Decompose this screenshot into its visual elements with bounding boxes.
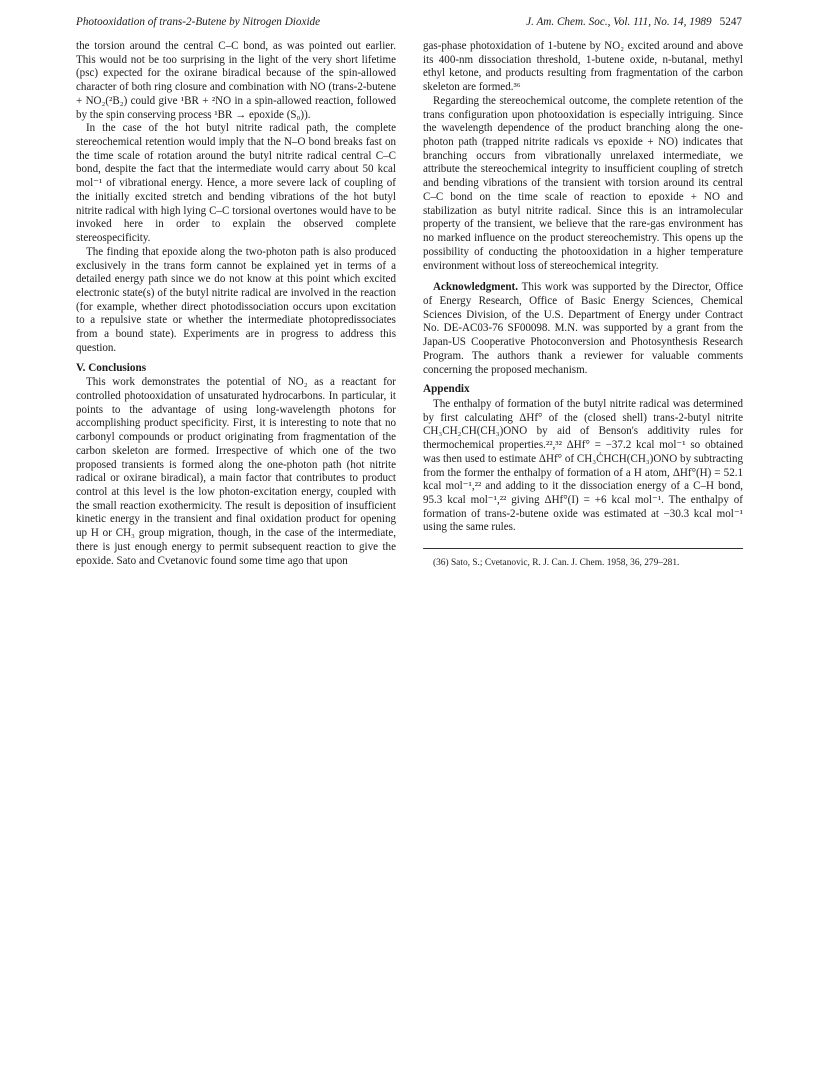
acknowledgment-text: This work was supported by the Director, Office of Energy Research, Office of Basic Energy Sciences, Chemical Sciences Division, of the U.S. Department of Energy under Contract No. DE-AC03-76 SF00098. M.N. was supported by a grant from the Japan-US Cooperative Photoconversion and Photosynthesis Research Program. The authors thank a reviewer for valuable comments concerning the proposed mechanism. [423, 281, 743, 376]
paragraph-two-photon: The finding that epoxide along the two-photon path is also produced exclusively in the trans form cannot be explained yet in terms of a detailed energy path since we do not know at this point which excited electronic state(s) of the butyl nitrite radical are involved in the reaction (for example, whether direct photodissociation occurs upon excitation to a repulsive state or whether the intermediate photopredissociates from a bound state). Experiments are in progress to address this question. [76, 245, 396, 354]
paragraph-torsion: the torsion around the central C–C bond, as was pointed out earlier. This would not be too surprising in the light of the very short lifetime (psc) expected for the oxirane biradical because of the spin-allowed character of both ring closure and combination with NO (trans-2-butene + NO₂(²B₂) could give ¹BR + ²NO in a spin-allowed reaction, followed by the spin conserving process ¹BR → epoxide (S₀)). [76, 40, 396, 121]
paragraph-appendix: The enthalpy of formation of the butyl nitrite radical was determined by first calculating ΔHf° of the (closed shell) trans-2-butyl nitrite CH₃CH₂CH(CH₃)ONO by aid of Benson's additivity rules for thermochemical properties.²²,³² ΔHf° = −37.2 kcal mol⁻¹ so obtained was then used to estimate ΔHf° of CH₃ĊHCH(CH₃)ONO by subtracting from the former the enthalpy of formation of a H atom, ΔHf°(H) = 52.1 kcal mol⁻¹,²² and adding to it the dissociation energy of a C–H bond, 95.3 kcal mol⁻¹,²² giving ΔHf°(I) = +6 kcal mol⁻¹. The enthalpy of formation of trans-2-butene oxide was estimated at −30.3 kcal mol⁻¹ using the same rules. [423, 397, 743, 534]
acknowledgment [423, 281, 743, 377]
journal-citation [526, 13, 742, 31]
footnote-divider [423, 548, 743, 549]
section-title-conclusions: V. Conclusions [76, 361, 147, 374]
left-column [76, 40, 396, 568]
running-head [76, 13, 742, 31]
paragraph-conclusions: This work demonstrates the potential of NO₂ as a reactant for controlled photooxidation of unsaturated hydrocarbons. In particular, it points to the advantage of using long-wavelength photons for accomplishing product specificity. First, it is interesting to note that no carbonyl compounds or product originating from fragmentation of the carbon skeleton are formed. Irrespective of which one of the two proposed transients is formed along the one-photon path (hot nitrite radical or oxirane biradical), a main factor that contributes to product control at this level is the low photon-excitation energy, coupled with the small reaction exothermicity. The result is deposition of insufficient kinetic energy in the transient and final oxidation product for opening up H or CH₃ group migration, though, in the case of the intermediate, there is just enough energy to permit subsequent reaction to give the epoxide. Sato and Cvetanovic found some time ago that upon [76, 376, 396, 567]
right-column [423, 40, 743, 569]
journal-name: J. Am. Chem. Soc., Vol. 111, No. 14, 1989 [526, 16, 712, 28]
page-number: 5247 [719, 16, 742, 28]
paragraph-butene-photooxidation: gas-phase photoxidation of 1-butene by NO₂ excited around and above its 400-nm dissociation threshold, 1-butene oxide, n-butanal, methyl ethyl ketone, and products resulting from fragmentation of the carbon skeleton are formed.³⁶ [423, 40, 743, 94]
paragraph-hot-nitrite: In the case of the hot butyl nitrite radical path, the complete stereochemical retention would imply that the N–O bond breaks fast on the time scale of rotation around the butyl nitrite radical central C–C bond, despite the fact that the intermediate would carry about 50 kcal mol⁻¹ of vibrational energy. Hence, a more severe lack of coupling of the initially excited stretch and bending vibrations of the hot butyl nitrite radical with high lying C–C torsional overtones would have to be invoked here in order to explain the observed complete stereospecificity. [76, 122, 396, 245]
section-title-appendix: Appendix [423, 383, 470, 396]
paragraph-stereochemistry: Regarding the stereochemical outcome, the complete retention of the trans configuration upon photooxidation is especially intriguing. Since the wavelength dependence of the product branching along the one-photon path (trapped nitrite radicals vs epoxide + NO) indicates that branching occurs from vibrationally unrelaxed intermediate, we attribute the stereochemical integrity to insufficient coupling of stretch and bending vibrations of the transient with torsion around its central C–C bond on the time scale of reaction to epoxide + NO and stabilization as butyl nitrite radical. Since this is an intramolecular property of the transient, we believe that the rare-gas environment has no marked influence on the product stereochemistry. This opens up the possibility of conducting the photooxidation in a higher temperature environment without loss of stereochemical integrity. [423, 94, 743, 272]
running-title: Photooxidation of trans-2-Butene by Nitrogen Dioxide [76, 16, 321, 28]
acknowledgment-heading: Acknowledgment. [433, 281, 518, 294]
footnote-36: (36) Sato, S.; Cvetanovic, R. J. Can. J. Chem. 1958, 36, 279–281. [433, 558, 680, 569]
